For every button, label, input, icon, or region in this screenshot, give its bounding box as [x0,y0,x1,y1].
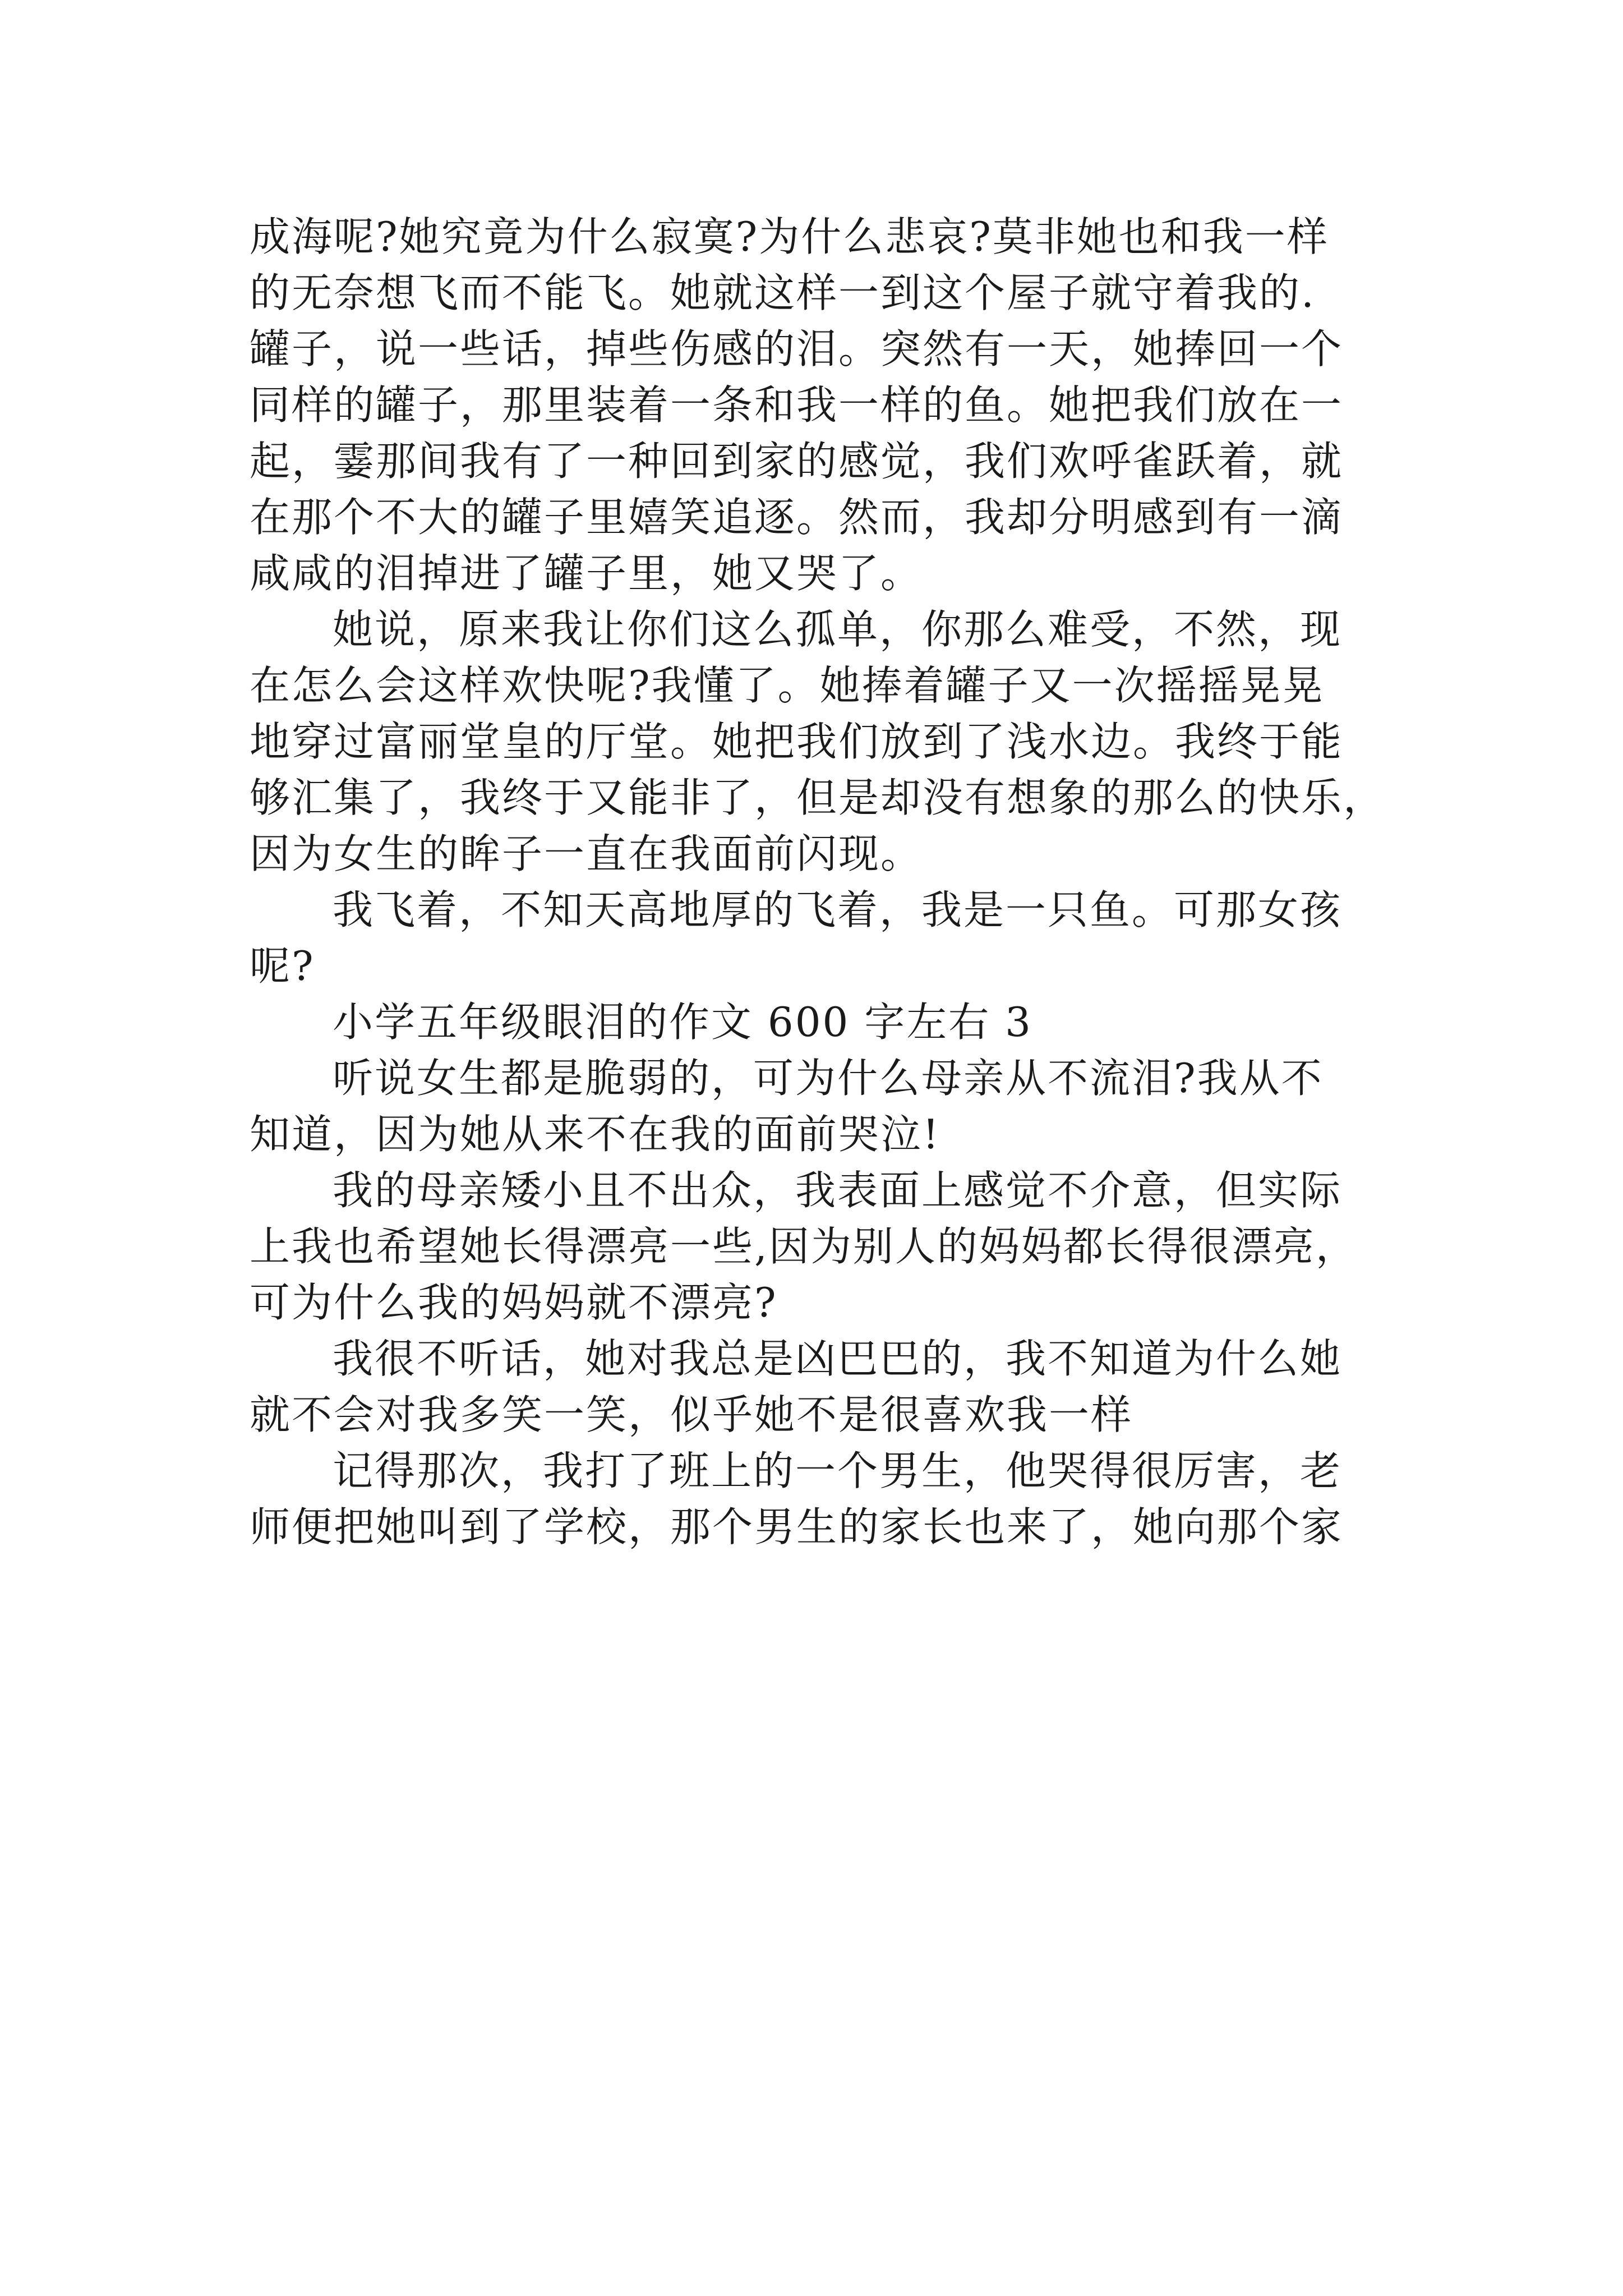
text-line: 在怎么会这样欢快呢?我懂了。她捧着罐子又一次摇摇晃晃 [250,662,1325,709]
text-line: 我很不听话，她对我总是凶巴巴的，我不知道为什么她 [333,1335,1343,1382]
section-heading: 小学五年级眼泪的作文 600 字左右 3 [333,999,1032,1046]
text-line: 知道，因为她从来不在我的面前哭泣! [250,1111,940,1158]
text-line: 起，霎那间我有了一种回到家的感觉，我们欢呼雀跃着，就 [250,438,1344,485]
text-line: 听说女生都是脆弱的，可为什么母亲从不流泪?我从不 [333,1055,1324,1102]
text-line: 可为什么我的妈妈就不漂亮? [250,1279,778,1326]
text-line: 罐子，说一些话，掉些伤感的泪。突然有一天，她捧回一个 [250,325,1344,372]
text-line: 因为女生的眸子一直在我面前闪现。 [250,830,923,877]
text-line: 我的母亲矮小且不出众，我表面上感觉不介意，但实际 [333,1167,1343,1214]
text-line: 就不会对我多笑一笑，似乎她不是很喜欢我一样 [250,1391,1133,1438]
text-line: 咸咸的泪掉进了罐子里，她又哭了。 [250,550,923,597]
text-line: 上我也希望她长得漂亮一些,因为别人的妈妈都长得很漂亮， [250,1223,1358,1270]
text-line: 她说，原来我让你们这么孤单，你那么难受，不然，现 [333,606,1343,653]
text-line: 记得那次，我打了班上的一个男生，他哭得很厉害，老 [333,1447,1343,1494]
document-body [250,209,1394,1555]
text-line: 呢? [250,942,315,990]
text-line: 够汇集了，我终于又能非了，但是却没有想象的那么的快乐， [250,774,1386,821]
text-line: 在那个不大的罐子里嬉笑追逐。然而，我却分明感到有一滴 [250,494,1344,541]
text-line: 地穿过富丽堂皇的厅堂。她把我们放到了浅水边。我终于能 [250,718,1344,765]
text-line: 同样的罐子，那里装着一条和我一样的鱼。她把我们放在一 [250,381,1344,429]
text-line: 成海呢?她究竟为什么寂寞?为什么悲哀?莫非她也和我一样 [250,213,1329,260]
text-line: 我飞着，不知天高地厚的飞着，我是一只鱼。可那女孩 [333,886,1343,933]
text-line: 的无奈想飞而不能飞。她就这样一到这个屋子就守着我的. [250,269,1316,316]
text-line: 师便把她叫到了学校，那个男生的家长也来了，她向那个家 [250,1503,1344,1550]
